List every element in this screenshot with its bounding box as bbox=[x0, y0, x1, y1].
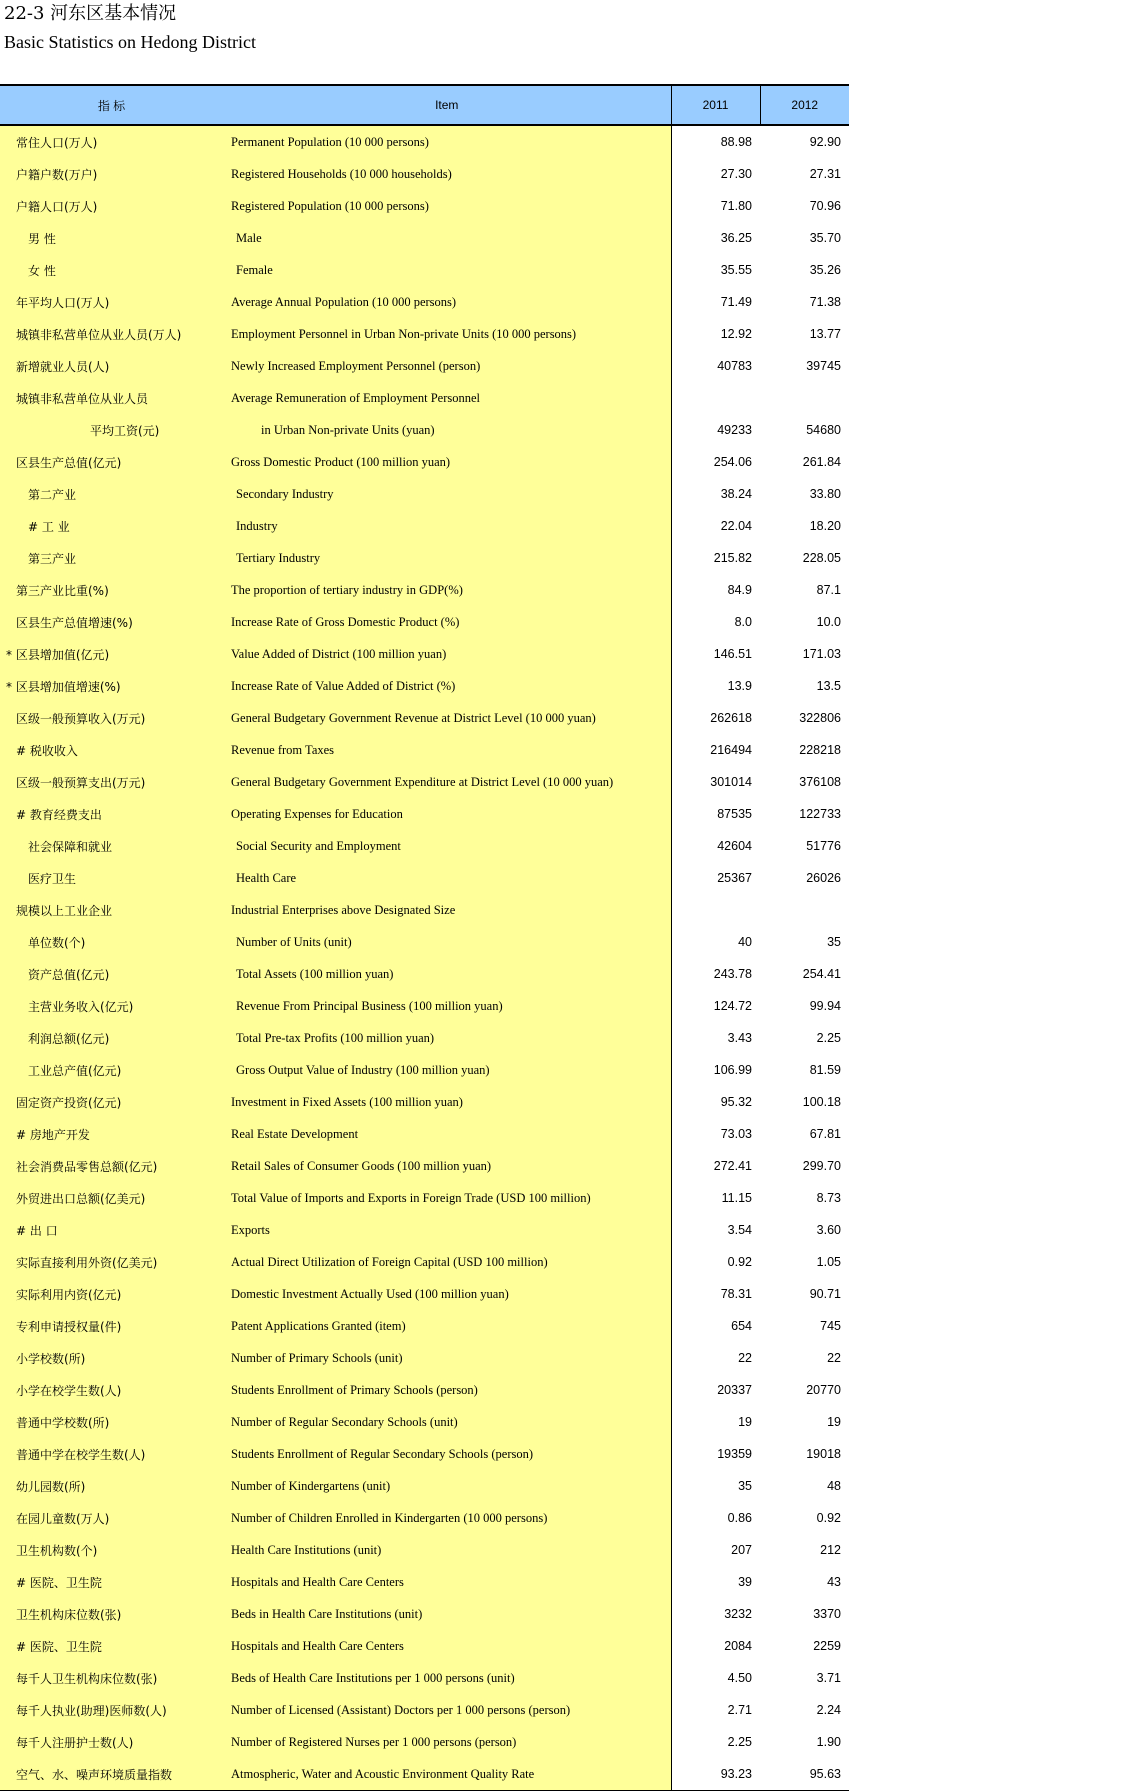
value-cell-2011: 215.82 bbox=[671, 542, 760, 574]
value-cell-2012: 35 bbox=[827, 935, 841, 949]
indicator-cell-cn: 专利申请授权量(件) bbox=[0, 1310, 223, 1342]
value-cell-2012: 90.71 bbox=[809, 1287, 841, 1301]
value-cell-2012: 70.96 bbox=[809, 199, 841, 213]
value-cell-2011: 49233 bbox=[671, 414, 760, 446]
indicator-cell-cn: 社会保障和就业 bbox=[0, 830, 223, 862]
table-row bbox=[0, 798, 849, 830]
indicator-cell-cn: 常住人口(万人) bbox=[0, 125, 223, 158]
page-title-en: Basic Statistics on Hedong District bbox=[4, 32, 256, 52]
table-row bbox=[0, 350, 849, 382]
indicator-cell-cn: 单位数(个) bbox=[0, 926, 223, 958]
value-cell-2012: 13.5 bbox=[816, 679, 841, 693]
table-row bbox=[0, 766, 849, 798]
value-cell-2012: 0.92 bbox=[816, 1511, 841, 1525]
value-cell-2011: 8.0 bbox=[671, 606, 760, 638]
value-cell-2011: 146.51 bbox=[671, 638, 760, 670]
item-cell-en: Social Security and Employment bbox=[223, 830, 671, 862]
value-cell-2011: 87535 bbox=[671, 798, 760, 830]
table-row bbox=[0, 1022, 849, 1054]
column-header-item: Item bbox=[223, 85, 671, 125]
item-cell-en: Patent Applications Granted (item) bbox=[223, 1310, 671, 1342]
value-cell-2011: 42604 bbox=[671, 830, 760, 862]
item-cell-en: Secondary Industry bbox=[223, 478, 671, 510]
value-cell-2011: 262618 bbox=[671, 702, 760, 734]
indicator-cell-cn: 空气、水、噪声环境质量指数 bbox=[0, 1758, 223, 1791]
value-cell-2012: 13.77 bbox=[809, 327, 841, 341]
table-row bbox=[0, 606, 849, 638]
value-cell-2012: 18.20 bbox=[809, 519, 841, 533]
value-cell-2012: 33.80 bbox=[809, 487, 841, 501]
item-cell-en: Domestic Investment Actually Used (100 million yuan) bbox=[223, 1278, 671, 1310]
table-row bbox=[0, 125, 849, 158]
table-row bbox=[0, 414, 849, 446]
table-row bbox=[0, 478, 849, 510]
table-row bbox=[0, 510, 849, 542]
table-row bbox=[0, 254, 849, 286]
table-row bbox=[0, 1694, 849, 1726]
indicator-cell-cn: 每千人执业(助理)医师数(人) bbox=[0, 1694, 223, 1726]
value-cell-2012: 254.41 bbox=[802, 967, 841, 981]
value-cell-2012: 87.1 bbox=[816, 583, 841, 597]
indicator-cell-cn: 主营业务收入(亿元) bbox=[0, 990, 223, 1022]
table-row bbox=[0, 1118, 849, 1150]
table-row bbox=[0, 1630, 849, 1662]
item-cell-en: Atmospheric, Water and Acoustic Environment Quality Rate bbox=[223, 1758, 671, 1791]
page-title-cn: 22-3 河东区基本情况 bbox=[4, 3, 177, 24]
table-row bbox=[0, 222, 849, 254]
indicator-cell-cn: # 医院、卫生院 bbox=[0, 1566, 223, 1598]
table-row bbox=[0, 734, 849, 766]
value-cell-2011: 35 bbox=[671, 1470, 760, 1502]
value-cell-2011: 36.25 bbox=[671, 222, 760, 254]
table-row bbox=[0, 1278, 849, 1310]
value-cell-2012: 92.90 bbox=[809, 135, 841, 149]
indicator-cell-cn: 城镇非私营单位从业人员 bbox=[0, 382, 223, 414]
value-cell-2011: 22.04 bbox=[671, 510, 760, 542]
value-cell-2012: 299.70 bbox=[802, 1159, 841, 1173]
indicator-cell-cn: 平均工资(元) bbox=[0, 414, 223, 446]
value-cell-2012: 20770 bbox=[806, 1383, 841, 1397]
item-cell-en: Investment in Fixed Assets (100 million yuan) bbox=[223, 1086, 671, 1118]
value-cell-2011: 216494 bbox=[671, 734, 760, 766]
value-cell-2012: 35.26 bbox=[809, 263, 841, 277]
item-cell-en: Number of Kindergartens (unit) bbox=[223, 1470, 671, 1502]
table-row bbox=[0, 574, 849, 606]
indicator-cell-cn: 区级一般预算收入(万元) bbox=[0, 702, 223, 734]
indicator-cell-cn: 医疗卫生 bbox=[0, 862, 223, 894]
item-cell-en: Health Care bbox=[223, 862, 671, 894]
indicator-cell-cn: 年平均人口(万人) bbox=[0, 286, 223, 318]
indicator-cell-cn: 第三产业比重(%) bbox=[0, 574, 223, 606]
value-cell-2011: 2.71 bbox=[671, 1694, 760, 1726]
item-cell-en: in Urban Non-private Units (yuan) bbox=[223, 414, 671, 446]
item-cell-en: Operating Expenses for Education bbox=[223, 798, 671, 830]
value-cell-2012: 212 bbox=[820, 1543, 841, 1557]
table-row bbox=[0, 382, 849, 414]
item-cell-en: Real Estate Development bbox=[223, 1118, 671, 1150]
value-cell-2011: 106.99 bbox=[671, 1054, 760, 1086]
value-cell-2012: 35.70 bbox=[809, 231, 841, 245]
table-row bbox=[0, 1214, 849, 1246]
value-cell-2012: 322806 bbox=[799, 711, 841, 725]
column-header-2012: 2012 bbox=[760, 85, 849, 125]
value-cell-2011 bbox=[671, 894, 760, 926]
item-cell-en: Registered Households (10 000 households) bbox=[223, 158, 671, 190]
value-cell-2012: 376108 bbox=[799, 775, 841, 789]
value-cell-2011: 19 bbox=[671, 1406, 760, 1438]
table-row bbox=[0, 1342, 849, 1374]
value-cell-2011: 13.9 bbox=[671, 670, 760, 702]
value-cell-2012 bbox=[760, 894, 849, 926]
table-body bbox=[0, 125, 849, 1791]
item-cell-en: General Budgetary Government Expenditure at District Level (10 000 yuan) bbox=[223, 766, 671, 798]
value-cell-2011: 2.25 bbox=[671, 1726, 760, 1758]
item-cell-en: Number of Regular Secondary Schools (unit) bbox=[223, 1406, 671, 1438]
table-row bbox=[0, 1086, 849, 1118]
value-cell-2011: 78.31 bbox=[671, 1278, 760, 1310]
indicator-cell-cn: # 医院、卫生院 bbox=[0, 1630, 223, 1662]
value-cell-2011: 301014 bbox=[671, 766, 760, 798]
value-cell-2011: 38.24 bbox=[671, 478, 760, 510]
item-cell-en: Average Remuneration of Employment Personnel bbox=[223, 382, 671, 414]
indicator-cell-cn: # 工 业 bbox=[0, 510, 223, 542]
value-cell-2011: 254.06 bbox=[671, 446, 760, 478]
indicator-cell-cn: 幼儿园数(所) bbox=[0, 1470, 223, 1502]
indicator-cell-cn: # 税收收入 bbox=[0, 734, 223, 766]
column-header-indicator: 指 标 bbox=[0, 85, 223, 125]
value-cell-2011: 4.50 bbox=[671, 1662, 760, 1694]
table-row bbox=[0, 1246, 849, 1278]
item-cell-en: Revenue from Taxes bbox=[223, 734, 671, 766]
item-cell-en: Beds in Health Care Institutions (unit) bbox=[223, 1598, 671, 1630]
item-cell-en: Increase Rate of Gross Domestic Product (%) bbox=[223, 606, 671, 638]
indicator-cell-cn: 新增就业人员(人) bbox=[0, 350, 223, 382]
value-cell-2011: 40 bbox=[671, 926, 760, 958]
value-cell-2011: 35.55 bbox=[671, 254, 760, 286]
item-cell-en: Tertiary Industry bbox=[223, 542, 671, 574]
item-cell-en: Value Added of District (100 million yuan) bbox=[223, 638, 671, 670]
indicator-cell-cn: 区县生产总值(亿元) bbox=[0, 446, 223, 478]
table-row bbox=[0, 1502, 849, 1534]
item-cell-en: Average Annual Population (10 000 persons) bbox=[223, 286, 671, 318]
table-header-row bbox=[0, 85, 849, 125]
item-cell-en: General Budgetary Government Revenue at District Level (10 000 yuan) bbox=[223, 702, 671, 734]
indicator-cell-cn: 利润总额(亿元) bbox=[0, 1022, 223, 1054]
value-cell-2012: 48 bbox=[827, 1479, 841, 1493]
item-cell-en: Newly Increased Employment Personnel (person) bbox=[223, 350, 671, 382]
item-cell-en: Actual Direct Utilization of Foreign Capital (USD 100 million) bbox=[223, 1246, 671, 1278]
indicator-cell-cn: 固定资产投资(亿元) bbox=[0, 1086, 223, 1118]
value-cell-2012: 2.25 bbox=[816, 1031, 841, 1045]
indicator-cell-cn: 实际利用内资(亿元) bbox=[0, 1278, 223, 1310]
value-cell-2012: 745 bbox=[820, 1319, 841, 1333]
column-header-2011: 2011 bbox=[671, 85, 760, 125]
indicator-cell-cn: 外贸进出口总额(亿美元) bbox=[0, 1182, 223, 1214]
value-cell-2011: 20337 bbox=[671, 1374, 760, 1406]
value-cell-2011: 27.30 bbox=[671, 158, 760, 190]
indicator-cell-cn: 普通中学在校学生数(人) bbox=[0, 1438, 223, 1470]
value-cell-2012: 95.63 bbox=[760, 1758, 849, 1791]
indicator-cell-cn: 区级一般预算支出(万元) bbox=[0, 766, 223, 798]
value-cell-2012: 99.94 bbox=[809, 999, 841, 1013]
table-row bbox=[0, 958, 849, 990]
value-cell-2012: 100.18 bbox=[802, 1095, 841, 1109]
item-cell-en: Number of Licensed (Assistant) Doctors per 1 000 persons (person) bbox=[223, 1694, 671, 1726]
indicator-cell-cn: # 出 口 bbox=[0, 1214, 223, 1246]
table-row bbox=[0, 1662, 849, 1694]
table-row bbox=[0, 1726, 849, 1758]
table-row bbox=[0, 670, 849, 702]
item-cell-en: Hospitals and Health Care Centers bbox=[223, 1630, 671, 1662]
table-row bbox=[0, 1758, 849, 1791]
indicator-cell-cn: 普通中学校数(所) bbox=[0, 1406, 223, 1438]
value-cell-2012: 81.59 bbox=[809, 1063, 841, 1077]
item-cell-en: Number of Registered Nurses per 1 000 persons (person) bbox=[223, 1726, 671, 1758]
value-cell-2012: 26026 bbox=[806, 871, 841, 885]
indicator-cell-cn: 卫生机构床位数(张) bbox=[0, 1598, 223, 1630]
indicator-cell-cn: 第二产业 bbox=[0, 478, 223, 510]
value-cell-2012: 122733 bbox=[799, 807, 841, 821]
value-cell-2011: 2084 bbox=[671, 1630, 760, 1662]
value-cell-2011: 73.03 bbox=[671, 1118, 760, 1150]
value-cell-2012: 171.03 bbox=[802, 647, 841, 661]
table-row bbox=[0, 318, 849, 350]
indicator-cell-cn: 在园儿童数(万人) bbox=[0, 1502, 223, 1534]
table-row bbox=[0, 1406, 849, 1438]
value-cell-2011: 124.72 bbox=[671, 990, 760, 1022]
table-row bbox=[0, 1470, 849, 1502]
table-row bbox=[0, 446, 849, 478]
indicator-cell-cn: 规模以上工业企业 bbox=[0, 894, 223, 926]
table-row bbox=[0, 1438, 849, 1470]
indicator-cell-cn: 户籍人口(万人) bbox=[0, 190, 223, 222]
item-cell-en: Hospitals and Health Care Centers bbox=[223, 1566, 671, 1598]
value-cell-2011: 207 bbox=[671, 1534, 760, 1566]
indicator-cell-cn: 社会消费品零售总额(亿元) bbox=[0, 1150, 223, 1182]
value-cell-2011 bbox=[671, 382, 760, 414]
indicator-cell-cn: 实际直接利用外资(亿美元) bbox=[0, 1246, 223, 1278]
value-cell-2012: 19018 bbox=[806, 1447, 841, 1461]
value-cell-2011: 84.9 bbox=[671, 574, 760, 606]
table-row bbox=[0, 894, 849, 926]
item-cell-en: Beds of Health Care Institutions per 1 000 persons (unit) bbox=[223, 1662, 671, 1694]
item-cell-en: Revenue From Principal Business (100 million yuan) bbox=[223, 990, 671, 1022]
value-cell-2011: 12.92 bbox=[671, 318, 760, 350]
value-cell-2011: 39 bbox=[671, 1566, 760, 1598]
value-cell-2011: 11.15 bbox=[671, 1182, 760, 1214]
item-cell-en: Students Enrollment of Primary Schools (person) bbox=[223, 1374, 671, 1406]
value-cell-2011: 71.49 bbox=[671, 286, 760, 318]
table-row bbox=[0, 542, 849, 574]
item-cell-en: Total Assets (100 million yuan) bbox=[223, 958, 671, 990]
value-cell-2011: 0.86 bbox=[671, 1502, 760, 1534]
table-row bbox=[0, 190, 849, 222]
item-cell-en: Industry bbox=[223, 510, 671, 542]
value-cell-2012: 51776 bbox=[806, 839, 841, 853]
value-cell-2012: 54680 bbox=[806, 423, 841, 437]
indicator-cell-cn: 城镇非私营单位从业人员(万人) bbox=[0, 318, 223, 350]
value-cell-2012: 22 bbox=[827, 1351, 841, 1365]
value-cell-2011: 22 bbox=[671, 1342, 760, 1374]
value-cell-2011: 25367 bbox=[671, 862, 760, 894]
table-row bbox=[0, 1598, 849, 1630]
value-cell-2012: 2259 bbox=[813, 1639, 841, 1653]
value-cell-2011: 3.43 bbox=[671, 1022, 760, 1054]
item-cell-en: Permanent Population (10 000 persons) bbox=[223, 125, 671, 158]
value-cell-2011: 3.54 bbox=[671, 1214, 760, 1246]
item-cell-en: Students Enrollment of Regular Secondary Schools (person) bbox=[223, 1438, 671, 1470]
value-cell-2012: 228218 bbox=[799, 743, 841, 757]
statistics-table bbox=[0, 84, 849, 1791]
item-cell-en: Total Value of Imports and Exports in Foreign Trade (USD 100 million) bbox=[223, 1182, 671, 1214]
table-row bbox=[0, 926, 849, 958]
item-cell-en: Exports bbox=[223, 1214, 671, 1246]
value-cell-2011: 71.80 bbox=[671, 190, 760, 222]
item-cell-en: Industrial Enterprises above Designated Size bbox=[223, 894, 671, 926]
table-row bbox=[0, 1310, 849, 1342]
indicator-cell-cn: # 房地产开发 bbox=[0, 1118, 223, 1150]
indicator-cell-cn: 第三产业 bbox=[0, 542, 223, 574]
table-row bbox=[0, 990, 849, 1022]
item-cell-en: Gross Domestic Product (100 million yuan) bbox=[223, 446, 671, 478]
item-cell-en: Gross Output Value of Industry (100 million yuan) bbox=[223, 1054, 671, 1086]
value-cell-2012: 3370 bbox=[813, 1607, 841, 1621]
value-cell-2012: 39745 bbox=[806, 359, 841, 373]
table-row bbox=[0, 638, 849, 670]
value-cell-2011: 0.92 bbox=[671, 1246, 760, 1278]
indicator-cell-cn: 工业总产值(亿元) bbox=[0, 1054, 223, 1086]
table-row bbox=[0, 1566, 849, 1598]
value-cell-2011: 95.32 bbox=[671, 1086, 760, 1118]
indicator-cell-cn: 区县生产总值增速(%) bbox=[0, 606, 223, 638]
item-cell-en: Retail Sales of Consumer Goods (100 million yuan) bbox=[223, 1150, 671, 1182]
item-cell-en: Increase Rate of Value Added of District (%) bbox=[223, 670, 671, 702]
value-cell-2012: 19 bbox=[827, 1415, 841, 1429]
value-cell-2012: 10.0 bbox=[816, 615, 841, 629]
value-cell-2012: 8.73 bbox=[816, 1191, 841, 1205]
value-cell-2012: 43 bbox=[827, 1575, 841, 1589]
item-cell-en: Number of Children Enrolled in Kindergarten (10 000 persons) bbox=[223, 1502, 671, 1534]
table-row bbox=[0, 862, 849, 894]
value-cell-2011: 654 bbox=[671, 1310, 760, 1342]
value-cell-2012: 228.05 bbox=[802, 551, 841, 565]
table-row bbox=[0, 1150, 849, 1182]
table-row bbox=[0, 1054, 849, 1086]
value-cell-2012: 3.71 bbox=[816, 1671, 841, 1685]
item-cell-en: Total Pre-tax Profits (100 million yuan) bbox=[223, 1022, 671, 1054]
table-row bbox=[0, 1534, 849, 1566]
value-cell-2012: 1.90 bbox=[816, 1735, 841, 1749]
value-cell-2011: 93.23 bbox=[671, 1758, 760, 1791]
value-cell-2012: 27.31 bbox=[809, 167, 841, 181]
table-row bbox=[0, 830, 849, 862]
table-row bbox=[0, 286, 849, 318]
item-cell-en: Number of Units (unit) bbox=[223, 926, 671, 958]
indicator-cell-cn: 每千人注册护士数(人) bbox=[0, 1726, 223, 1758]
table-row bbox=[0, 702, 849, 734]
indicator-cell-cn: 每千人卫生机构床位数(张) bbox=[0, 1662, 223, 1694]
value-cell-2012: 261.84 bbox=[802, 455, 841, 469]
indicator-cell-cn: * 区县增加值增速(%) bbox=[0, 670, 223, 702]
value-cell-2012: 1.05 bbox=[816, 1255, 841, 1269]
indicator-cell-cn: 小学在校学生数(人) bbox=[0, 1374, 223, 1406]
value-cell-2011: 243.78 bbox=[671, 958, 760, 990]
table-row bbox=[0, 158, 849, 190]
value-cell-2011: 40783 bbox=[671, 350, 760, 382]
value-cell-2012: 71.38 bbox=[809, 295, 841, 309]
value-cell-2012 bbox=[760, 382, 849, 414]
item-cell-en: Male bbox=[223, 222, 671, 254]
value-cell-2011: 272.41 bbox=[671, 1150, 760, 1182]
item-cell-en: Registered Population (10 000 persons) bbox=[223, 190, 671, 222]
indicator-cell-cn: 男 性 bbox=[0, 222, 223, 254]
value-cell-2011: 3232 bbox=[671, 1598, 760, 1630]
indicator-cell-cn: # 教育经费支出 bbox=[0, 798, 223, 830]
value-cell-2012: 67.81 bbox=[809, 1127, 841, 1141]
value-cell-2011: 88.98 bbox=[671, 125, 760, 158]
indicator-cell-cn: 小学校数(所) bbox=[0, 1342, 223, 1374]
value-cell-2011: 19359 bbox=[671, 1438, 760, 1470]
table-row bbox=[0, 1182, 849, 1214]
indicator-cell-cn: 资产总值(亿元) bbox=[0, 958, 223, 990]
indicator-cell-cn: * 区县增加值(亿元) bbox=[0, 638, 223, 670]
indicator-cell-cn: 女 性 bbox=[0, 254, 223, 286]
value-cell-2012: 2.24 bbox=[816, 1703, 841, 1717]
value-cell-2012: 3.60 bbox=[816, 1223, 841, 1237]
item-cell-en: Female bbox=[223, 254, 671, 286]
indicator-cell-cn: 卫生机构数(个) bbox=[0, 1534, 223, 1566]
table-row bbox=[0, 1374, 849, 1406]
item-cell-en: Employment Personnel in Urban Non-private Units (10 000 persons) bbox=[223, 318, 671, 350]
indicator-cell-cn: 户籍户数(万户) bbox=[0, 158, 223, 190]
item-cell-en: Number of Primary Schools (unit) bbox=[223, 1342, 671, 1374]
item-cell-en: The proportion of tertiary industry in GDP(%) bbox=[223, 574, 671, 606]
item-cell-en: Health Care Institutions (unit) bbox=[223, 1534, 671, 1566]
